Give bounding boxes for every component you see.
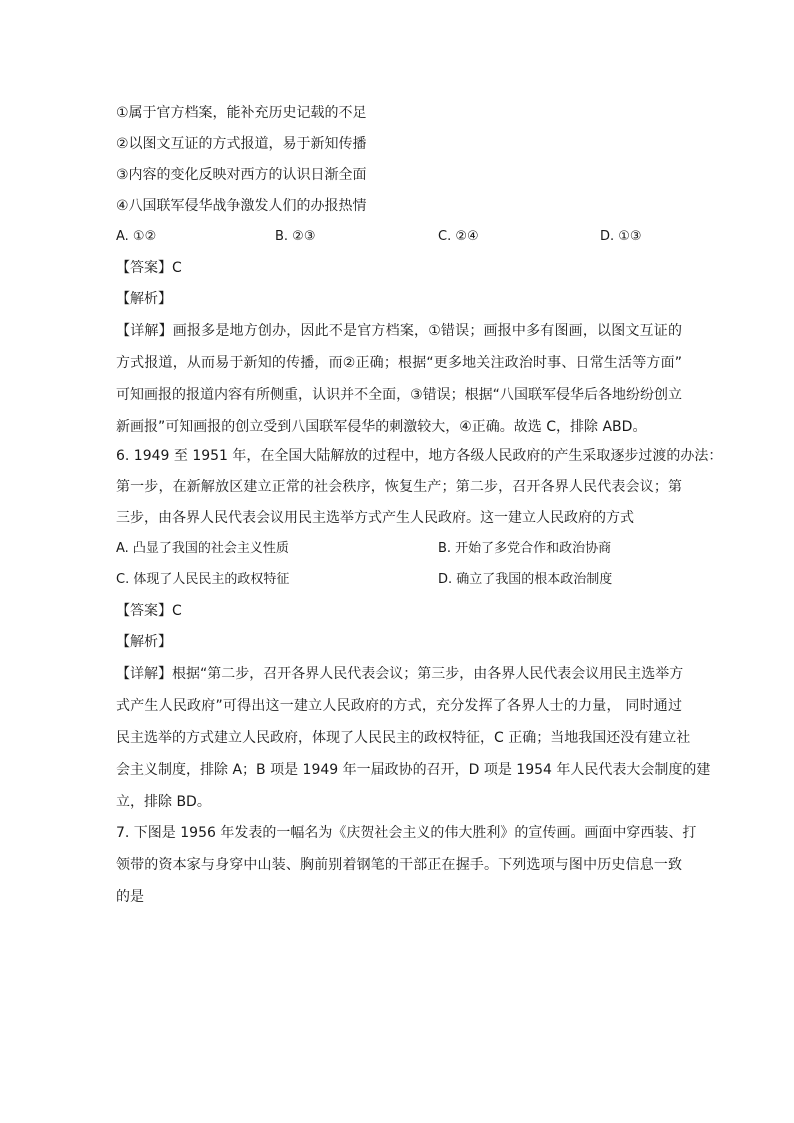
q6-option-d: D. 确立了我国的根本政治制度 xyxy=(438,572,613,587)
q5-detail-line-3: 可知画报的报道内容有所侧重，认识并不全面，③错误；根据“八国联军侵华后各地纷纷创立 xyxy=(116,387,682,403)
q6-stem-line-2: 第一步，在新解放区建立正常的社会秩序，恢复生产；第二步，召开各界人民代表会议；第 xyxy=(116,479,682,495)
q5-option-d: D. ①③ xyxy=(600,229,642,244)
q5-option-a: A. ①② xyxy=(116,229,157,244)
q5-statement-4: ④八国联军侵华战争激发人们的办报热情 xyxy=(116,198,367,214)
q5-detail-line-2: 方式报道，从而易于新知的传播，而②正确；根据“更多地关注政治时事、日常生活等方面” xyxy=(116,355,682,371)
q7-stem-line-1: 7. 下图是 1956 年发表的一幅名为《庆贺社会主义的伟大胜利》的宣传画。画面中穿西装、打 xyxy=(116,825,697,841)
q6-detail-line-1: 【详解】根据“第二步，召开各界人民代表会议；第三步，由各界人民代表会议用民主选举方 xyxy=(116,666,684,682)
q6-stem-line-3: 三步，由各界人民代表会议用民主选举方式产生人民政府。这一建立人民政府的方式 xyxy=(116,510,634,526)
q5-detail-line-4: 新画报”可知画报的创立受到八国联军侵华的刺激较大，④正确。故选 C，排除 ABD。 xyxy=(116,419,647,435)
q5-analysis-label: 【解析】 xyxy=(116,291,172,307)
q6-option-a: A. 凸显了我国的社会主义性质 xyxy=(116,541,289,556)
q6-option-c: C. 体现了人民民主的政权特征 xyxy=(116,572,290,587)
q6-detail-line-2: 式产生人民政府”可得出这一建立人民政府的方式，充分发挥了各界人士的力量， 同时通过 xyxy=(116,698,682,714)
q6-detail-line-5: 立，排除 BD。 xyxy=(116,794,211,810)
q7-stem-line-2: 领带的资本家与身穿中山装、胸前别着钢笔的干部正在握手。下列选项与图中历史信息一致 xyxy=(116,857,682,873)
q6-analysis-label: 【解析】 xyxy=(116,634,172,650)
q5-option-b: B. ②③ xyxy=(275,229,316,244)
q6-option-b: B. 开始了多党合作和政治协商 xyxy=(438,541,612,556)
q6-stem-line-1: 6. 1949 至 1951 年，在全国大陆解放的过程中，地方各级人民政府的产生采取逐步过渡的办法： xyxy=(116,448,723,464)
q5-detail-line-1: 【详解】画报多是地方创办，因此不是官方档案，①错误；画报中多有图画，以图文互证的 xyxy=(116,323,682,339)
q6-detail-line-3: 民主选举的方式建立人民政府，体现了人民民主的政权特征，C 正确；当地我国还没有建立社 xyxy=(116,730,691,746)
q5-statement-1: ①属于官方档案，能补充历史记载的不足 xyxy=(116,105,367,121)
q7-stem-line-3: 的是 xyxy=(116,889,144,905)
q5-answer: 【答案】C xyxy=(116,260,182,276)
q5-statement-3: ③内容的变化反映对西方的认识日渐全面 xyxy=(116,167,367,183)
q5-statement-2: ②以图文互证的方式报道，易于新知传播 xyxy=(116,136,367,152)
q5-option-c: C. ②④ xyxy=(438,229,479,244)
q6-answer: 【答案】C xyxy=(116,603,182,619)
q6-detail-line-4: 会主义制度，排除 A；B 项是 1949 年一届政协的召开，D 项是 1954 年人民代表大会制度的建 xyxy=(116,762,711,778)
